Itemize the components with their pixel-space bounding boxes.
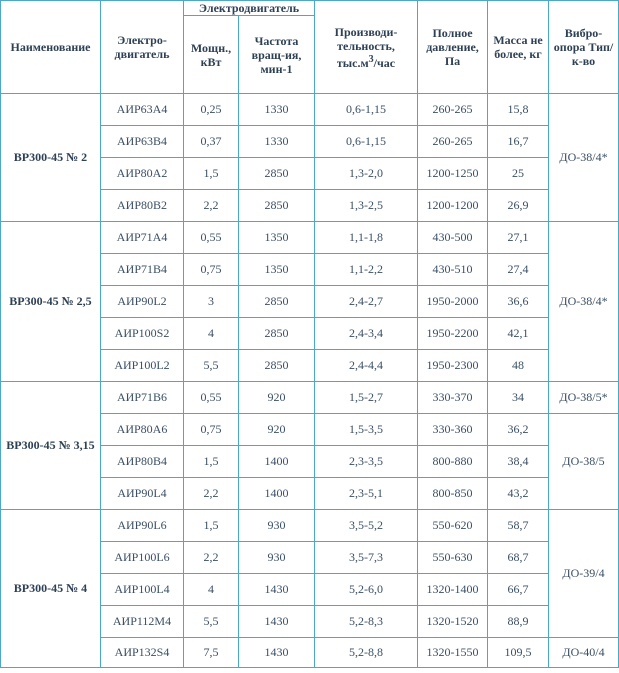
cell-power: 5,5 (184, 350, 239, 382)
cell-mass: 27,4 (488, 254, 549, 286)
cell-mass: 68,7 (488, 542, 549, 574)
cell-speed: 930 (239, 542, 315, 574)
cell-mass: 36,2 (488, 414, 549, 446)
cell-power: 1,5 (184, 158, 239, 190)
cell-flow: 2,3-5,1 (315, 478, 418, 510)
header-speed: Частота вращ-ия, мин-1 (239, 16, 315, 94)
table-row (0, 222, 619, 254)
cell-speed: 1430 (239, 638, 315, 668)
cell-mass: 66,7 (488, 574, 549, 606)
cell-motor: АИР100S2 (101, 318, 184, 350)
cell-speed: 2850 (239, 318, 315, 350)
cell-pressure: 1320-1520 (418, 606, 488, 638)
cell-power: 1,5 (184, 446, 239, 478)
cell-motor: АИР90L2 (101, 286, 184, 318)
cell-mass: 48 (488, 350, 549, 382)
cell-flow: 1,1-2,2 (315, 254, 418, 286)
header-motor-group: Электродвигатель (184, 0, 315, 16)
cell-vibro-support: ДО-38/5 (549, 414, 619, 510)
cell-flow: 1,3-2,0 (315, 158, 418, 190)
cell-motor: АИР80В2 (101, 190, 184, 222)
cell-motor: АИР90L4 (101, 478, 184, 510)
cell-power: 0,55 (184, 222, 239, 254)
cell-pressure: 1950-2000 (418, 286, 488, 318)
cell-flow: 5,2-8,8 (315, 638, 418, 668)
cell-power: 2,2 (184, 190, 239, 222)
cell-pressure: 550-630 (418, 542, 488, 574)
cell-power: 0,75 (184, 254, 239, 286)
cell-speed: 1330 (239, 126, 315, 158)
cell-mass: 16,7 (488, 126, 549, 158)
cell-motor: АИР71В6 (101, 382, 184, 414)
cell-mass: 36,6 (488, 286, 549, 318)
cell-vibro-support: ДО-38/4* (549, 222, 619, 382)
cell-power: 0,25 (184, 94, 239, 126)
cell-pressure: 1320-1400 (418, 574, 488, 606)
cell-speed: 2850 (239, 190, 315, 222)
cell-vibro-support: ДО-39/4 (549, 510, 619, 638)
cell-speed: 930 (239, 510, 315, 542)
cell-vibro-support: ДО-38/5* (549, 382, 619, 414)
cell-flow: 1,5-2,7 (315, 382, 418, 414)
cell-mass: 15,8 (488, 94, 549, 126)
cell-flow: 1,3-2,5 (315, 190, 418, 222)
cell-flow: 0,6-1,15 (315, 94, 418, 126)
cell-power: 2,2 (184, 478, 239, 510)
header-name: Наименование (0, 0, 101, 94)
cell-speed: 1430 (239, 606, 315, 638)
cell-speed: 2850 (239, 286, 315, 318)
cell-speed: 1350 (239, 254, 315, 286)
cell-motor: АИР100L6 (101, 542, 184, 574)
cell-pressure: 1200-1200 (418, 190, 488, 222)
cell-power: 0,55 (184, 382, 239, 414)
fan-model-name: ВР300-45 № 2 (0, 94, 101, 222)
cell-flow: 5,2-8,3 (315, 606, 418, 638)
cell-motor: АИР71В4 (101, 254, 184, 286)
cell-motor: АИР100L2 (101, 350, 184, 382)
cell-flow: 1,1-1,8 (315, 222, 418, 254)
cell-speed: 920 (239, 414, 315, 446)
cell-flow: 0,6-1,15 (315, 126, 418, 158)
cell-motor: АИР80А2 (101, 158, 184, 190)
cell-motor: АИР112М4 (101, 606, 184, 638)
cell-pressure: 330-360 (418, 414, 488, 446)
cell-mass: 88,9 (488, 606, 549, 638)
cell-pressure: 430-500 (418, 222, 488, 254)
cell-mass: 38,4 (488, 446, 549, 478)
cell-power: 5,5 (184, 606, 239, 638)
cell-power: 1,5 (184, 510, 239, 542)
cell-motor: АИР80А6 (101, 414, 184, 446)
spec-table-body (0, 94, 619, 668)
cell-flow: 2,4-2,7 (315, 286, 418, 318)
cell-mass: 109,5 (488, 638, 549, 668)
cell-motor: АИР71А4 (101, 222, 184, 254)
cell-pressure: 430-510 (418, 254, 488, 286)
cell-pressure: 800-880 (418, 446, 488, 478)
cell-motor: АИР63В4 (101, 126, 184, 158)
cell-flow: 2,4-3,4 (315, 318, 418, 350)
cell-power: 0,75 (184, 414, 239, 446)
cell-flow: 1,5-3,5 (315, 414, 418, 446)
table-row (0, 382, 619, 414)
cell-pressure: 800-850 (418, 478, 488, 510)
header-motor: Электро-двигатель (101, 0, 184, 94)
cell-flow: 2,3-3,5 (315, 446, 418, 478)
cell-speed: 920 (239, 382, 315, 414)
cell-flow: 5,2-6,0 (315, 574, 418, 606)
cell-speed: 1350 (239, 222, 315, 254)
cell-mass: 27,1 (488, 222, 549, 254)
cell-speed: 1400 (239, 478, 315, 510)
cell-power: 4 (184, 574, 239, 606)
cell-power: 3 (184, 286, 239, 318)
fan-model-name: ВР300-45 № 2,5 (0, 222, 101, 382)
cell-mass: 26,9 (488, 190, 549, 222)
cell-motor: АИР63А4 (101, 94, 184, 126)
cell-speed: 2850 (239, 158, 315, 190)
cell-mass: 42,1 (488, 318, 549, 350)
cell-pressure: 260-265 (418, 126, 488, 158)
cell-power: 2,2 (184, 542, 239, 574)
cell-mass: 34 (488, 382, 549, 414)
cell-flow: 3,5-5,2 (315, 510, 418, 542)
cell-motor: АИР100L4 (101, 574, 184, 606)
cell-motor: АИР80В4 (101, 446, 184, 478)
cell-flow: 2,4-4,4 (315, 350, 418, 382)
cell-pressure: 260-265 (418, 94, 488, 126)
table-row (0, 94, 619, 126)
cell-speed: 2850 (239, 350, 315, 382)
fan-model-name: ВР300-45 № 4 (0, 510, 101, 668)
cell-speed: 1430 (239, 574, 315, 606)
cell-speed: 1400 (239, 446, 315, 478)
cell-motor: АИР132S4 (101, 638, 184, 668)
header-mass: Масса не более, кг (488, 0, 549, 94)
cell-pressure: 550-620 (418, 510, 488, 542)
cell-vibro-support: ДО-38/4* (549, 94, 619, 222)
cell-pressure: 1950-2300 (418, 350, 488, 382)
table-row (0, 510, 619, 542)
cell-speed: 1330 (239, 94, 315, 126)
cell-pressure: 1950-2200 (418, 318, 488, 350)
cell-pressure: 1320-1550 (418, 638, 488, 668)
cell-mass: 25 (488, 158, 549, 190)
cell-power: 0,37 (184, 126, 239, 158)
fan-model-name: ВР300-45 № 3,15 (0, 382, 101, 510)
cell-power: 4 (184, 318, 239, 350)
cell-mass: 43,2 (488, 478, 549, 510)
cell-pressure: 1200-1250 (418, 158, 488, 190)
cell-flow: 3,5-7,3 (315, 542, 418, 574)
cell-mass: 58,7 (488, 510, 549, 542)
header-vibro: Вибро-опора Тип/к-во (549, 0, 619, 94)
cell-power: 7,5 (184, 638, 239, 668)
header-pressure: Полное давление, Па (418, 0, 488, 94)
header-power: Мощн., кВт (184, 16, 239, 94)
cell-motor: АИР90L6 (101, 510, 184, 542)
header-flow: Производи-тельность, $тыс.м^3$/час (315, 0, 418, 94)
cell-vibro-support: ДО-40/4 (549, 638, 619, 668)
cell-pressure: 330-370 (418, 382, 488, 414)
